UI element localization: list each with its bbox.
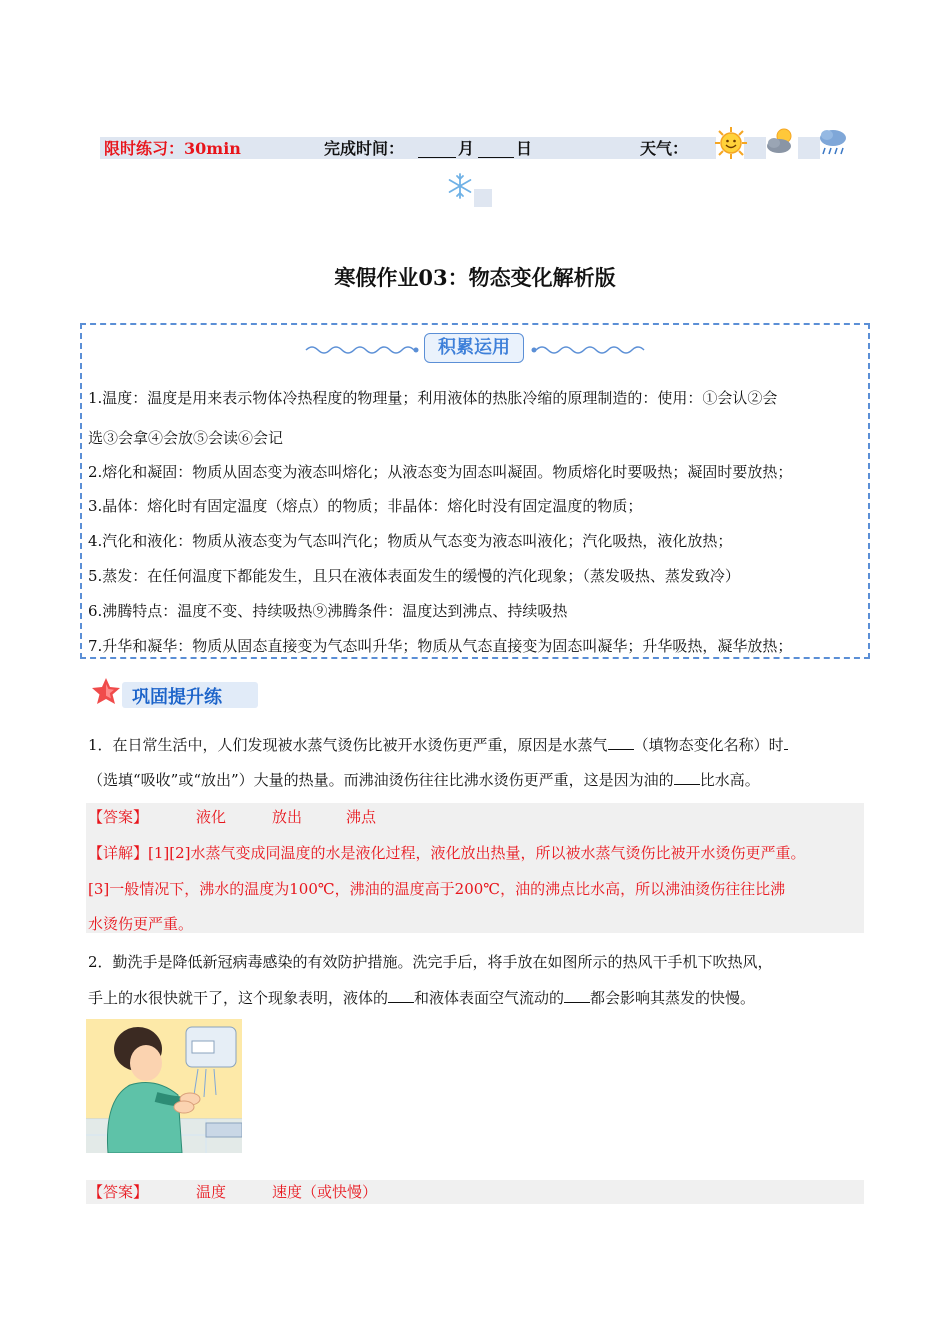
knowledge-line: 4.汽化和液化：物质从液态变为气态叫汽化；物质从气态变为液态叫液化；汽化吸热，液化放热； [88,532,733,550]
page-title: 寒假作业03：物态变化解析版 [334,265,616,290]
q2-blank [564,988,590,1003]
q1-answer: 液化 [196,808,227,826]
q1-blank [674,770,700,785]
q1-detail-label: 【详解】 [88,844,149,862]
q1-blank [608,735,634,750]
day-blank [478,157,514,158]
q1-detail-line [88,843,806,863]
q2-answer: 速度（或快慢） [272,1183,378,1201]
q2-text: 手上的水很快就干了，这个现象表明，液体的 [88,989,389,1007]
q1-answer: 沸点 [346,808,377,826]
q2-blank [388,988,414,1003]
q2-answer: 温度 [196,1183,227,1201]
left-wave-ornament [304,340,422,360]
q2-text: 和液体表面空气流动的 [414,989,565,1007]
section-title: 巩固提升练 [132,687,222,708]
q1-text: （选填“吸收”或“放出”）大量的热量。而沸油烫伤往往比沸水烫伤更严重，这是因为油的 [88,771,674,789]
knowledge-line: 选③会拿④会放⑤会读⑥会记 [88,429,284,447]
question-1-line-2 [88,770,760,790]
completion-label: 完成时间： [324,139,405,158]
question-2-line-1: 2．勤洗手是降低新冠病毒感染的有效防护措施。洗完手后，将手放在如图所示的热风干手机下吹热风， [88,953,773,971]
knowledge-line: 7.升华和凝华：物质从固态直接变为气态叫升华；物质从气态直接变为固态叫凝华；升华吸热，凝华放热； [88,637,793,655]
q1-detail-line: 水烫伤更严重。 [88,915,194,933]
snowflake-band [474,189,492,207]
weather-label: 天气： [640,139,689,158]
hand-dryer-illustration [86,1019,242,1153]
question-1-line-1 [88,735,788,755]
question-2-line-2 [88,988,755,1008]
right-wave-ornament [528,340,646,360]
q1-detail-line: [3]一般情况下，沸水的温度为100℃，沸油的温度高于200℃，油的沸点比水高，所以沸油烫伤往往比沸 [88,880,786,898]
q1-text: （填物态变化名称）时 [633,736,784,754]
knowledge-line: 5.蒸发：在任何温度下都能发生，且只在液体表面发生的缓慢的汽化现象；（蒸发吸热、蒸发致冷） [88,567,740,585]
q1-blank [784,735,788,750]
knowledge-line: 1.温度：温度是用来表示物体冷热程度的物理量；利用液体的热胀冷缩的原理制造的：使用：①会认②会 [88,389,778,407]
q2-text: 都会影响其蒸发的快慢。 [590,989,756,1007]
q1-detail-text: [1][2]水蒸气变成同温度的水是液化过程，液化放出热量，所以被水蒸气烫伤比被开水烫伤更严重。 [148,844,806,862]
q1-answer: 放出 [272,808,303,826]
snowflake-icon [446,172,474,200]
q2-answer-label: 【答案】 [88,1183,149,1201]
knowledge-line: 2.熔化和凝固：物质从固态变为液态叫熔化；从液态变为固态叫凝固。物质熔化时要吸热；凝固时要放热； [88,463,793,481]
star-icon [90,676,124,706]
month-label: 月 [458,139,475,158]
knowledge-line: 6.沸腾特点：温度不变、持续吸热⑨沸腾条件：温度达到沸点、持续吸热 [88,602,568,620]
month-blank [418,157,456,158]
knowledge-badge: 积累运用 [424,333,524,363]
q1-answer-label: 【答案】 [88,808,149,826]
sun-icon [714,126,748,160]
knowledge-line: 3.晶体：熔化时有固定温度（熔点）的物质；非晶体：熔化时没有固定温度的物质； [88,497,643,515]
day-label: 日 [516,139,533,158]
q1-text: 1．在日常生活中，人们发现被水蒸气烫伤比被开水烫伤更严重，原因是水蒸气 [88,736,608,754]
q1-text: 比水高。 [699,771,760,789]
time-limit: 限时练习：30min [104,139,241,158]
partly-cloudy-icon [764,124,798,158]
rain-icon [816,126,850,160]
